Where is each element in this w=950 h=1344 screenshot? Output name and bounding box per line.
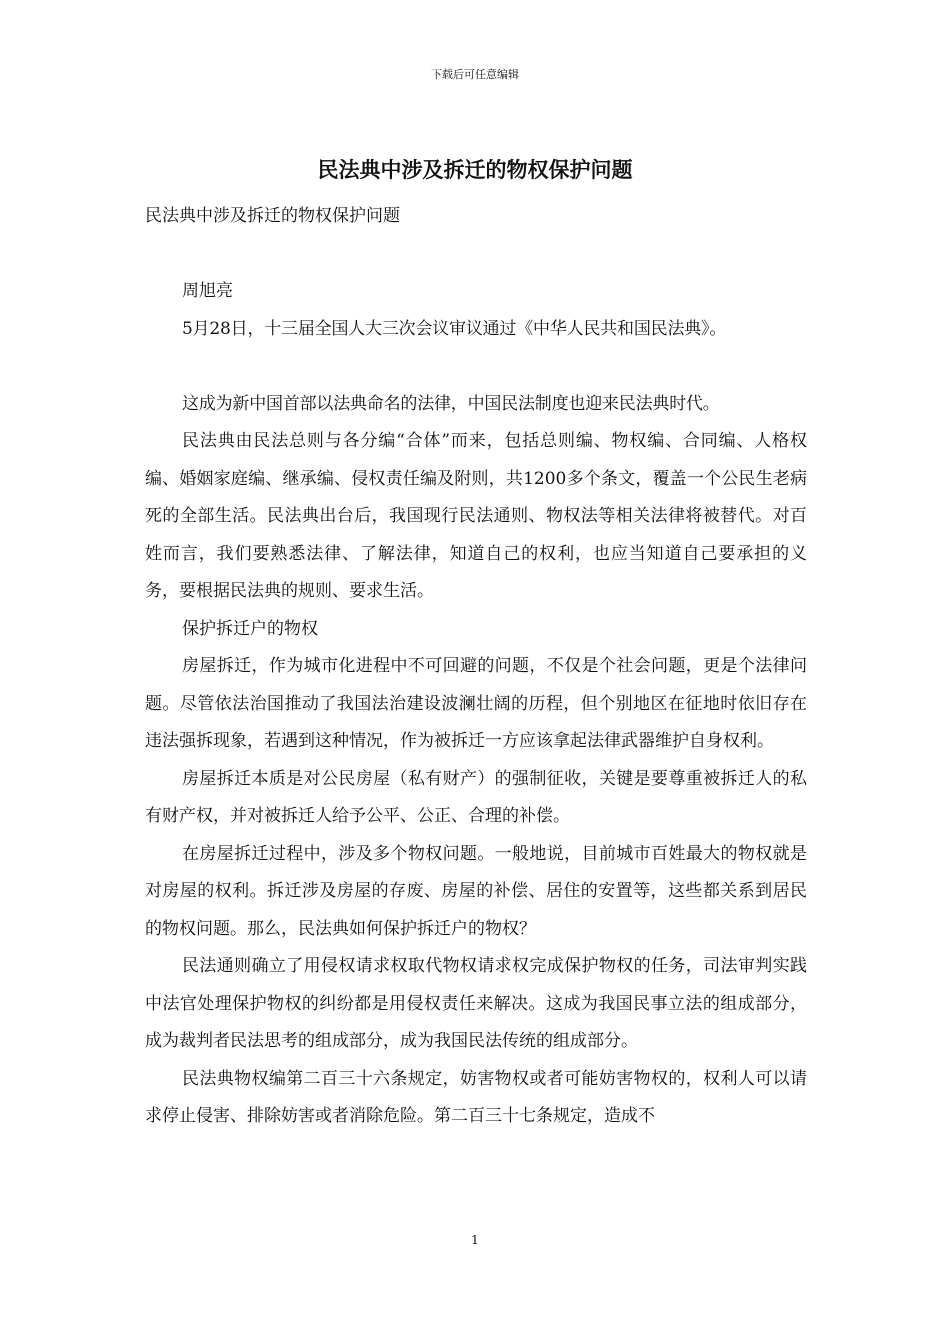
document-body	[145, 198, 807, 1136]
paragraph-article-236: 民法典物权编第二百三十六条规定，妨害物权或者可能妨害物权的，权利人可以请求停止侵害、排除妨害或者消除危险。第二百三十七条规定，造成不	[145, 1068, 807, 1126]
paragraph-code-structure: 民法典由民法总则与各分编“合体”而来，包括总则编、物权编、合同编、人格权编、婚姻家庭编、继承编、侵权责任编及附则，共1200多个条文，覆盖一个公民生老病死的全部生活。民法典出台后，我国现行民法通则、物权法等相关法律将被替代。对百姓而言，我们要熟悉法律、了解法律，知道自己的权利，也应当知道自己要承担的义务，要根据民法典的规则、要求生活。	[145, 431, 807, 601]
paragraph-demolition: 房屋拆迁，作为城市化进程中不可回避的问题，不仅是个社会问题，更是个法律问题。尽管依法治国推动了我国法治建设波澜壮阔的历程，但个别地区在征地时依旧存在违法强拆现象，若遇到这种情况，作为被拆迁一方应该拿起法律武器维护自身权利。	[145, 656, 807, 751]
document-subtitle: 民法典中涉及拆迁的物权保护问题	[145, 206, 400, 226]
page-number: 1	[471, 1233, 479, 1247]
paragraph-civil-law-principles: 民法通则确立了用侵权请求权取代物权请求权完成保护物权的任务，司法审判实践中法官处理保护物权的纠纷都是用侵权责任来解决。这成为我国民事立法的组成部分，成为裁判者民法思考的组成部分，成为我国民法传统的组成部分。	[145, 956, 807, 1051]
paragraph-property-issues: 在房屋拆迁过程中，涉及多个物权问题。一般地说，目前城市百姓最大的物权就是对房屋的权利。拆迁涉及房屋的存废、房屋的补偿、居住的安置等，这些都关系到居民的物权问题。那么，民法典如何保护拆迁户的物权？	[145, 843, 807, 939]
section-heading: 保护拆迁户的物权	[182, 618, 318, 639]
blank-line	[145, 348, 807, 386]
document-title: 民法典中涉及拆迁的物权保护问题	[317, 157, 633, 182]
paragraph-expropriation: 房屋拆迁本质是对公民房屋（私有财产）的强制征收，关键是要尊重被拆迁人的私有财产权，并对被拆迁人给予公平、公正、合理的补偿。	[145, 768, 807, 826]
paragraph-date: 5月28日，十三届全国人大三次会议审议通过《中华人民共和国民法典》。	[182, 318, 727, 339]
page-header-note: 下载后可任意编辑	[431, 68, 519, 81]
paragraph-first-code: 这成为新中国首部以法典命名的法律，中国民法制度也迎来民法典时代。	[182, 393, 720, 414]
author-name: 周旭亮	[182, 281, 233, 301]
blank-line	[145, 236, 807, 274]
